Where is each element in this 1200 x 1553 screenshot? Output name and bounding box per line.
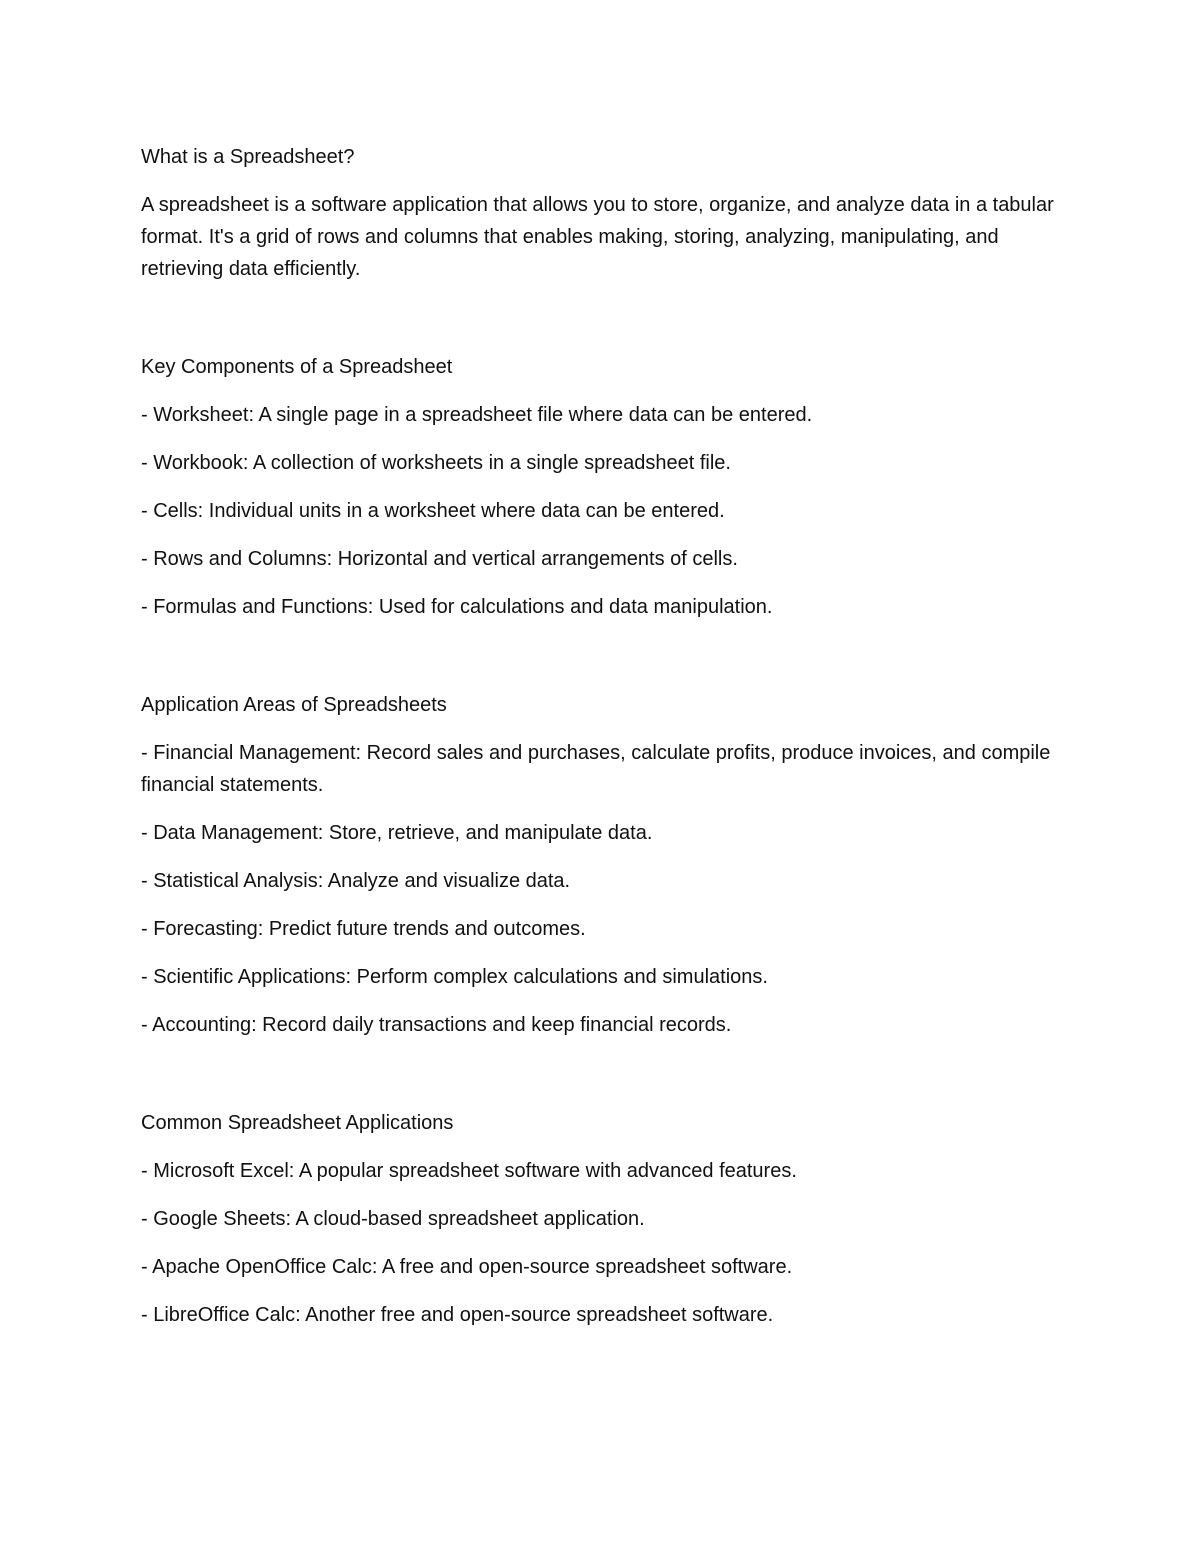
section-what-is	[141, 141, 1061, 285]
section-paragraph: A spreadsheet is a software application that allows you to store, organize, and analyze data in a tabular format. It's a grid of rows and columns that enables making, storing, analyzing, manipulating, and retrieving data efficiently.	[141, 194, 1054, 280]
list-item: - Accounting: Record daily transactions and keep financial records.	[141, 1014, 732, 1036]
section-spacer	[141, 301, 1061, 351]
document-page	[141, 141, 1061, 1347]
section-spacer	[141, 1057, 1061, 1107]
list-item: - Forecasting: Predict future trends and outcomes.	[141, 918, 586, 940]
section-heading: Key Components of a Spreadsheet	[141, 356, 453, 378]
section-heading: Application Areas of Spreadsheets	[141, 694, 447, 716]
section-heading: What is a Spreadsheet?	[141, 146, 355, 168]
list-item: - Cells: Individual units in a worksheet where data can be entered.	[141, 500, 725, 522]
section-key-components	[141, 351, 1061, 623]
list-item: - LibreOffice Calc: Another free and open-source spreadsheet software.	[141, 1304, 774, 1326]
list-item: - Scientific Applications: Perform complex calculations and simulations.	[141, 966, 768, 988]
list-item: - Data Management: Store, retrieve, and manipulate data.	[141, 822, 653, 844]
list-item: - Workbook: A collection of worksheets in a single spreadsheet file.	[141, 452, 731, 474]
section-spacer	[141, 639, 1061, 689]
list-item: - Statistical Analysis: Analyze and visualize data.	[141, 870, 571, 892]
list-item: - Financial Management: Record sales and purchases, calculate profits, produce invoices, and compile financial statements.	[141, 742, 1051, 796]
list-item: - Rows and Columns: Horizontal and vertical arrangements of cells.	[141, 548, 738, 570]
list-item: - Microsoft Excel: A popular spreadsheet software with advanced features.	[141, 1160, 797, 1182]
list-item: - Worksheet: A single page in a spreadsheet file where data can be entered.	[141, 404, 813, 426]
section-common-applications	[141, 1107, 1061, 1331]
list-item: - Formulas and Functions: Used for calculations and data manipulation.	[141, 596, 773, 618]
section-heading: Common Spreadsheet Applications	[141, 1112, 454, 1134]
list-item: - Google Sheets: A cloud-based spreadsheet application.	[141, 1208, 645, 1230]
section-application-areas	[141, 689, 1061, 1041]
list-item: - Apache OpenOffice Calc: A free and open-source spreadsheet software.	[141, 1256, 793, 1278]
